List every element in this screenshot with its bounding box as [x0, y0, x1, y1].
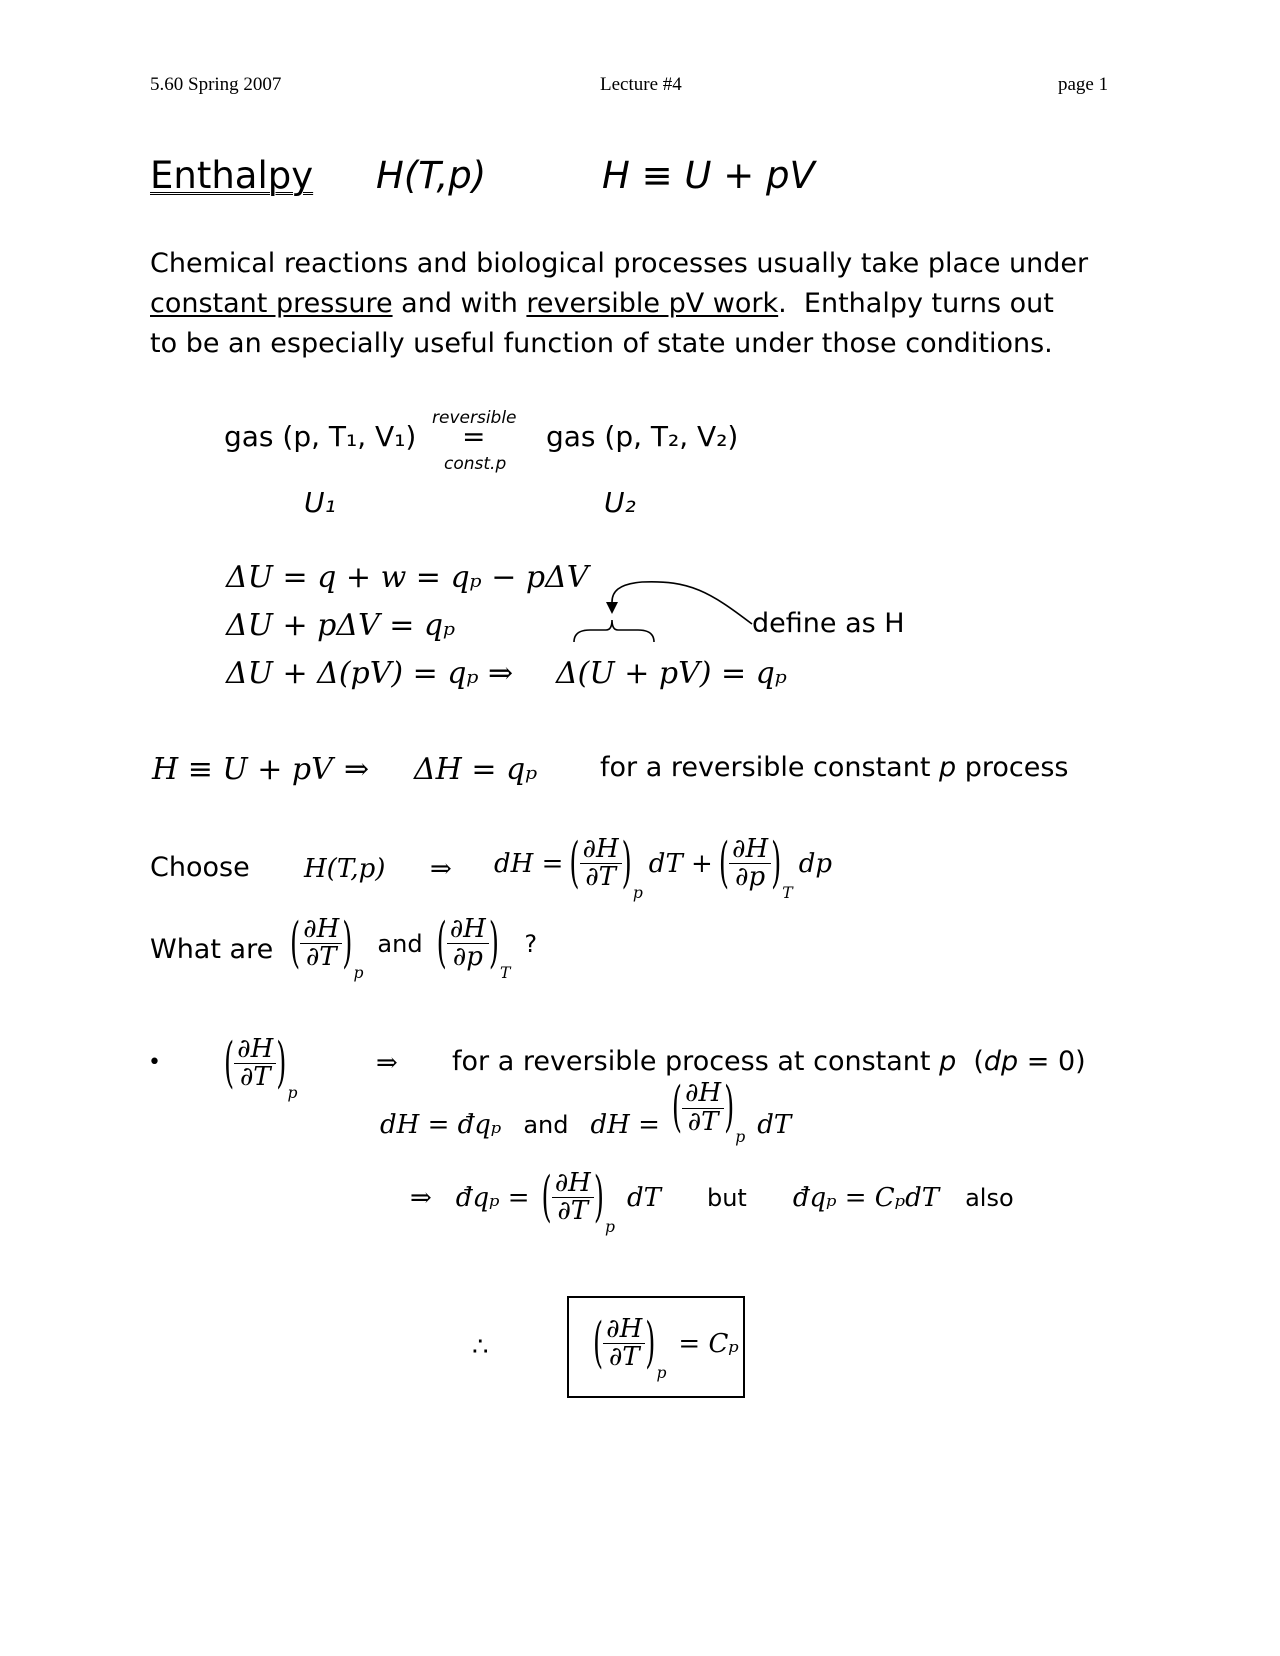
process-arrow-bottom: const.p: [444, 454, 507, 474]
choose-dt-plus: dT +: [648, 848, 713, 879]
row1-dh-dq: dH = đqₚ: [380, 1110, 502, 1140]
bullet-implies-arrow: ⇒: [376, 1048, 398, 1078]
intro-paragraph: [150, 244, 1088, 364]
bullet-eq-row2: [410, 1166, 1014, 1236]
process-u2: U₂: [604, 486, 636, 519]
bullet-text-paren: (: [956, 1046, 984, 1077]
bullet-dot: •: [148, 1050, 161, 1075]
header-lecture: Lecture #4: [600, 74, 682, 95]
row1-dt: dT: [757, 1110, 792, 1140]
bullet-partial-t: ( $\frac{\partial H}{\partial T}$ ) p: [224, 1032, 298, 1102]
partial-den: ∂T: [608, 1342, 640, 1373]
result-box: [567, 1296, 745, 1398]
result-right-end: process: [956, 752, 1069, 783]
arrowhead-icon: [606, 602, 618, 614]
row2-also: also: [965, 1183, 1014, 1212]
partial-num: ∂H: [552, 1170, 594, 1198]
boxed-rhs: = Cₚ: [678, 1328, 739, 1359]
partial-sub: p: [353, 963, 364, 982]
boxed-partial-t: ( $\frac{\partial H}{\partial T}$ ) p: [593, 1312, 667, 1382]
partial-num: ∂H: [300, 916, 342, 944]
result-right-p: p: [939, 752, 957, 783]
intro-constant-pressure: constant pressure: [150, 288, 393, 319]
define-as-h-label: define as H: [752, 608, 905, 639]
derivation-line3-right: Δ(U + pV) = qₚ: [556, 656, 787, 691]
therefore-symbol: ∴: [472, 1332, 489, 1362]
partial-sub: T: [500, 963, 511, 982]
partial-den: ∂T: [557, 1196, 589, 1227]
row2-partial-t: ( $\frac{\partial H}{\partial T}$ ) p: [541, 1166, 615, 1236]
partial-num: ∂H: [729, 836, 771, 864]
choose-label: Choose: [150, 852, 250, 883]
partial-sub: p: [632, 883, 643, 902]
partial-sub: p: [604, 1217, 615, 1236]
partial-den: ∂p: [452, 942, 483, 973]
partial-den: ∂p: [735, 862, 766, 893]
underbrace: [574, 620, 654, 642]
partial-sub: p: [735, 1127, 746, 1146]
row2-dq-cp: đqₚ = CₚdT: [792, 1182, 940, 1213]
choose-dh: dH =: [494, 848, 564, 879]
row2-dq: đqₚ =: [455, 1182, 530, 1213]
partial-num: ∂H: [234, 1036, 276, 1064]
question-label: What are: [150, 934, 274, 965]
row1-partial-t: ( $\frac{\partial H}{\partial T}$ ) p: [671, 1076, 746, 1146]
choose-partial-p: ( $\frac{\partial H}{\partial p}$ ) T: [718, 832, 793, 902]
title-definition: H ≡ U + pV: [602, 154, 815, 197]
bullet-text: [452, 1046, 1086, 1077]
question-partial-t: ( $\frac{\partial H}{\partial T}$ ) p: [290, 912, 364, 982]
bullet-eq-row1: [380, 1076, 792, 1146]
partial-num: ∂H: [682, 1080, 724, 1108]
question-mark: ?: [524, 929, 538, 958]
row2-dt: dT: [626, 1182, 661, 1213]
derivation-implies-arrow: ⇒: [488, 656, 514, 691]
intro-line2: [150, 284, 1088, 324]
bullet-text-p: p: [939, 1046, 957, 1077]
process-left-state: gas (p, T₁, V₁): [224, 420, 417, 453]
boxed-equation: [593, 1312, 739, 1382]
partial-den: ∂T: [305, 942, 337, 973]
question-partials: [290, 912, 538, 982]
choose-implies-arrow: ⇒: [430, 854, 452, 884]
derivation-line3: ΔU + Δ(pV) = qₚ: [226, 656, 479, 691]
partial-sub: p: [656, 1363, 667, 1382]
partial-num: ∂H: [447, 916, 489, 944]
partial-den: ∂T: [585, 862, 616, 893]
bullet-text-dp: dp: [983, 1046, 1019, 1077]
intro-line1: Chemical reactions and biological processes usually take place under: [150, 248, 1089, 279]
result-right-text: for a reversible constant: [600, 752, 940, 783]
partial-den: ∂T: [687, 1106, 719, 1137]
process-right-state: gas (p, T₂, V₂): [546, 420, 739, 453]
result-right: [600, 752, 1069, 783]
row2-implies-arrow: ⇒: [410, 1182, 432, 1213]
choose-function: H(T,p): [304, 854, 386, 884]
partial-sub: T: [782, 883, 793, 902]
title-enthalpy: Enthalpy: [150, 154, 314, 197]
choose-differential: [494, 832, 832, 902]
bullet-text-main: for a reversible process at constant: [452, 1046, 940, 1077]
define-arrow-brace: [560, 572, 760, 652]
header-course: 5.60 Spring 2007: [150, 74, 282, 95]
intro-line2-mid: and with: [392, 288, 527, 319]
partial-den: ∂T: [239, 1062, 271, 1093]
header-page: page 1: [1058, 74, 1109, 95]
row2-but: but: [706, 1183, 747, 1212]
intro-line3: to be an especially useful function of state under those conditions.: [150, 328, 1053, 359]
result-implies-arrow: ⇒: [344, 752, 370, 787]
derivation-line1: ΔU = q + w = qₚ − pΔV: [226, 560, 589, 595]
derivation-line2: ΔU + pΔV = qₚ: [226, 608, 456, 643]
bullet-partial: [224, 1032, 298, 1102]
partial-sub: p: [287, 1083, 298, 1102]
result-middle: ΔH = qₚ: [414, 752, 538, 787]
result-left: H ≡ U + pV: [152, 752, 333, 787]
question-partial-p: ( $\frac{\partial H}{\partial p}$ ) T: [436, 912, 511, 982]
partial-num: ∂H: [580, 836, 622, 864]
define-curved-arrow: [612, 582, 752, 624]
intro-reversible-pv-work: reversible pV work: [526, 288, 779, 319]
question-and: and: [377, 929, 423, 958]
process-u1: U₁: [304, 486, 336, 519]
row1-and: and: [523, 1111, 569, 1139]
process-arrow-top: reversible: [432, 408, 517, 428]
choose-dp: dp: [798, 848, 832, 879]
intro-line2-end: . Enthalpy turns out: [778, 288, 1054, 319]
row1-dh: dH =: [590, 1110, 660, 1140]
choose-partial-t: ( $\frac{\partial H}{\partial T}$ ) p: [569, 832, 643, 902]
title-function: H(T,p): [376, 154, 487, 197]
bullet-text-end: = 0): [1018, 1046, 1086, 1077]
process-arrow-equals: =: [462, 420, 486, 453]
partial-num: ∂H: [603, 1316, 645, 1344]
